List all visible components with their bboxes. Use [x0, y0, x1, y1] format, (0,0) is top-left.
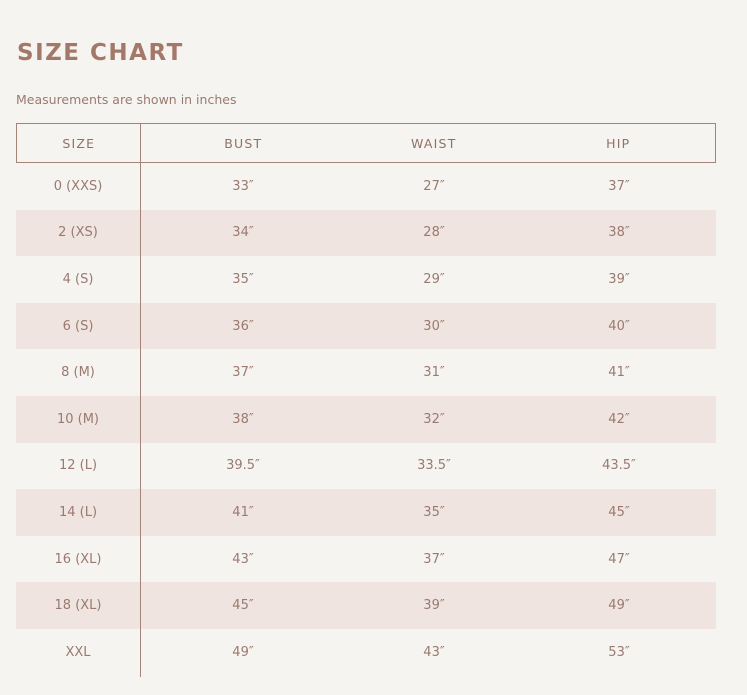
cell-hip: 43.5″ — [602, 458, 636, 474]
cell-bust: 34″ — [232, 225, 254, 241]
cell-waist: 33.5″ — [417, 458, 451, 474]
cell-waist: 28″ — [423, 225, 445, 241]
header-bust: BUST — [224, 135, 263, 151]
table-row — [16, 303, 716, 350]
cell-size: 12 (L) — [58, 458, 98, 474]
cell-bust: 38″ — [232, 411, 254, 427]
cell-hip: 49″ — [608, 598, 630, 614]
cell-waist: 43″ — [423, 644, 445, 660]
cell-hip: 41″ — [608, 365, 630, 381]
cell-waist: 27″ — [423, 178, 445, 194]
table-row — [16, 163, 716, 210]
cell-size: 16 (XL) — [54, 551, 102, 567]
cell-waist: 31″ — [423, 365, 445, 381]
size-table — [16, 123, 716, 676]
cell-hip: 37″ — [608, 178, 630, 194]
cell-size: XXL — [65, 644, 91, 660]
table-row — [16, 489, 716, 536]
cell-bust: 37″ — [232, 365, 254, 381]
cell-hip: 47″ — [608, 551, 630, 567]
header-size: SIZE — [62, 135, 96, 151]
cell-size: 8 (M) — [61, 365, 95, 381]
cell-size: 2 (XS) — [58, 225, 98, 241]
cell-waist: 29″ — [423, 271, 445, 287]
cell-bust: 49″ — [232, 644, 254, 660]
cell-hip: 53″ — [608, 644, 630, 660]
cell-hip: 45″ — [608, 504, 630, 520]
header-waist: WAIST — [411, 135, 457, 151]
table-row — [16, 629, 716, 676]
cell-hip: 39″ — [608, 271, 630, 287]
column-divider — [140, 123, 141, 677]
cell-bust: 45″ — [232, 598, 254, 614]
cell-size: 6 (S) — [62, 318, 94, 334]
cell-waist: 39″ — [423, 598, 445, 614]
cell-size: 18 (XL) — [54, 598, 102, 614]
cell-bust: 43″ — [232, 551, 254, 567]
cell-size: 14 (L) — [58, 504, 98, 520]
cell-waist: 35″ — [423, 504, 445, 520]
table-header — [16, 123, 716, 163]
table-row — [16, 536, 716, 583]
cell-bust: 41″ — [232, 504, 254, 520]
table-row — [16, 349, 716, 396]
cell-bust: 35″ — [232, 271, 254, 287]
cell-size: 0 (XXS) — [53, 178, 103, 194]
cell-waist: 30″ — [423, 318, 445, 334]
cell-hip: 38″ — [608, 225, 630, 241]
table-row — [16, 582, 716, 629]
cell-hip: 40″ — [608, 318, 630, 334]
cell-size: 4 (S) — [62, 271, 94, 287]
table-body — [16, 163, 716, 676]
table-row — [16, 210, 716, 257]
cell-hip: 42″ — [608, 411, 630, 427]
table-row — [16, 256, 716, 303]
cell-bust: 39.5″ — [226, 458, 260, 474]
header-hip: HIP — [606, 135, 631, 151]
page-title: SIZE CHART — [17, 40, 184, 66]
table-row — [16, 443, 716, 490]
table-row — [16, 396, 716, 443]
cell-bust: 33″ — [232, 178, 254, 194]
cell-size: 10 (M) — [56, 411, 100, 427]
cell-waist: 37″ — [423, 551, 445, 567]
cell-waist: 32″ — [423, 411, 445, 427]
measurement-note: Measurements are shown in inches — [16, 92, 237, 107]
cell-bust: 36″ — [232, 318, 254, 334]
